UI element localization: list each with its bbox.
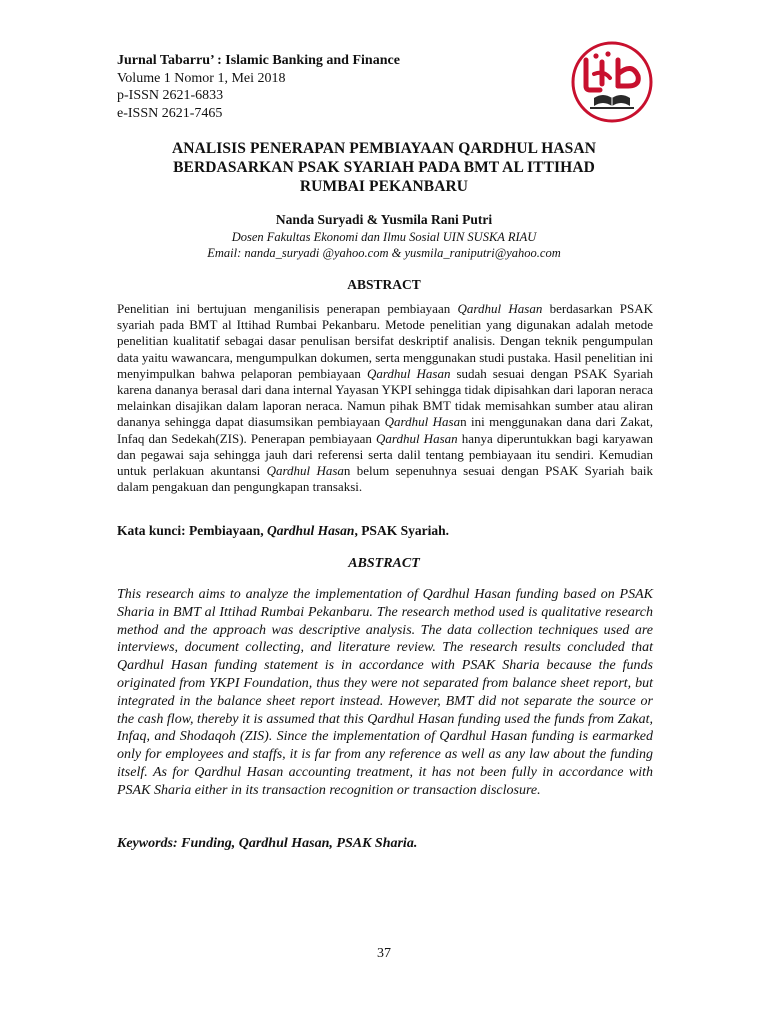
keywords-id-prefix: Kata kunci: Pembiayaan, — [117, 523, 268, 538]
keywords-english: Keywords: Funding, Qardhul Hasan, PSAK Sharia. — [117, 836, 418, 851]
abstract-id-term: Qardhul Hasa — [266, 463, 344, 479]
abstract-heading-id: ABSTRACT — [347, 277, 421, 292]
abstract-id-text: Penelitian ini bertujuan menganilisis penerapan pembiayaan — [117, 301, 458, 316]
abstract-id-term: Qardhul Hasa — [384, 414, 461, 430]
abstract-indonesian — [117, 301, 653, 495]
abstract-id-term: Qardhul Hasan — [457, 301, 543, 316]
abstract-id-text: sudah sesuai dengan PSAK Syariah karena dananya berasal dari dana internal Yayasan YKPI sehingga tidak dipisahkan dari laporan neraca melainkan disajikan dalam laporan neraca. Namun pihak BMT tidak memisahkan sumber atau aliran dananya sehingga dapat diasumsikan pembiayaan — [117, 365, 653, 430]
abstract-id-term: Qardhul Hasan — [376, 430, 458, 446]
title-line-1: ANALISIS PENERAPAN PEMBIAYAAN QARDHUL HASAN — [171, 140, 596, 157]
journal-header — [117, 52, 400, 122]
page-number: 37 — [377, 946, 391, 961]
journal-name: Jurnal Tabarru’ : Islamic Banking and Finance — [117, 53, 400, 68]
abstract-id-text: n ini menggunakan dana dari Zakat, Infaq dan Sedekah(ZIS). Penerapan pembiayaan — [117, 414, 653, 446]
keywords-id-suffix: , PSAK Syariah. — [354, 523, 449, 538]
affiliation: Dosen Fakultas Ekonomi dan Ilmu Sosial UIN SUSKA RIAU — [231, 230, 537, 244]
abstract-id-text: hanya diperuntukkan bagi karyawan dan pegawai saja sehingga jauh dari referensi serta dalil tentang pembiayaan itu sendiri. Kemudian untuk perlakuan akuntansi — [117, 430, 653, 479]
abstract-id-term: Qardhul Hasan — [366, 365, 451, 381]
title-line-3: RUMBAI PEKANBARU — [299, 178, 469, 195]
affiliation-block — [100, 230, 668, 261]
abstract-id-text: n belum sepenuhnya sesuai dengan PSAK Syariah baik dalam pengakuan dan pengungkapan transaksi. — [117, 463, 653, 495]
title-line-2: BERDASARKAN PSAK SYARIAH PADA BMT AL ITTIHAD — [173, 159, 595, 176]
abstract-english: This research aims to analyze the implementation of Qardhul Hasan funding based on PSAK Sharia in BMT al Ittihad Rumbai Pekanbaru. The research method used is qualitative research method and the approach was descriptive analysis. The data collection techniques used are interviews, document collecting, and literature review. The research results concluded that Qardhul Hasan funding statement is in accordance with PSAK Sharia because the funds originated from YKPI Foundation, thus they were not separated from balance sheet report, but integrated in the balance sheet report instead. However, BMT did not separate the source or the cash flow, thereby it is assumed that this Qardhul Hasan funding used the funds from Zakat, Infaq, and Shodaqoh (ZIS). Since the implementation of Qardhul Hasan funding is earmarked only for employees and staffs, it is far from any reference as well as any law about the funding itself. As for Qardhul Hasan accounting treatment, it has not been fully in accordance with PSAK Sharia either in its transaction recognition or transaction disclosure. — [117, 587, 653, 798]
journal-volume: Volume 1 Nomor 1, Mei 2018 — [117, 70, 286, 86]
journal-logo-icon — [570, 40, 654, 124]
keywords-id-term: Qardhul Hasan — [267, 523, 355, 538]
abstract-id-text: berdasarkan PSAK syariah pada BMT al Ittihad Rumbai Pekanbaru. Metode penelitian yang digunakan adalah metode penelitian kualitatif sebagai dasar penulisan bersifat deskriptif analisis. Dengan teknik pengumpulan data yaitu wawancara, mengumpulkan dokumen, serta menggunakan studi pustaka. Hasil penelitian ini menyimpulkan bahwa pelaporan pembiayaan — [117, 301, 653, 381]
journal-p-issn: p-ISSN 2621-6833 — [117, 88, 224, 103]
abstract-heading-en: ABSTRACT — [348, 556, 420, 571]
authors: Nanda Suryadi & Yusmila Rani Putri — [275, 212, 493, 227]
journal-e-issn: e-ISSN 2621-7465 — [117, 105, 223, 121]
paper-title — [100, 139, 668, 196]
keywords-indonesian — [117, 523, 653, 539]
author-email: Email: nanda_suryadi @yahoo.com & yusmila_raniputri@yahoo.com — [207, 245, 561, 260]
